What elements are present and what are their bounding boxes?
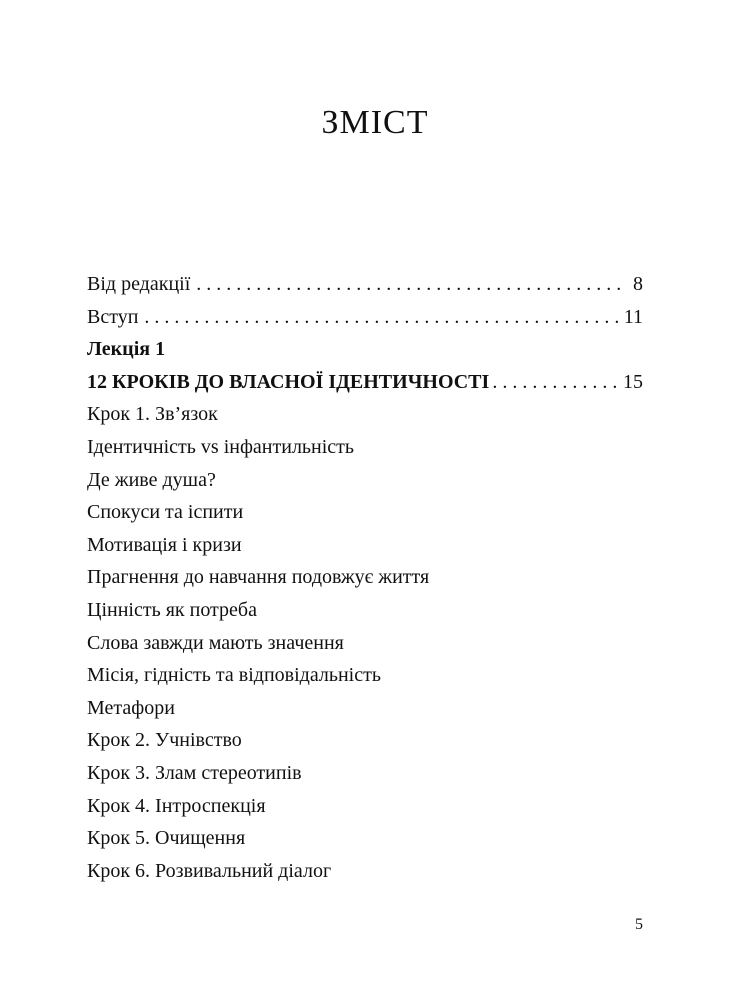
toc-entry-label: Крок 1. Зв’язок: [87, 403, 218, 426]
toc-entry-editorial: [87, 268, 643, 301]
table-of-contents: [87, 268, 643, 887]
toc-entry-label: Крок 2. Учнівство: [87, 729, 242, 752]
toc-entry-label: Від редакції: [87, 273, 191, 295]
toc-entry-page: 11: [623, 305, 643, 328]
toc-entry: [87, 561, 643, 594]
toc-entry: [87, 464, 643, 497]
toc-entry-label: Слова завжди мають значення: [87, 631, 344, 654]
dot-leader: [492, 366, 621, 399]
toc-entry-label: Вступ: [87, 305, 139, 328]
toc-entry: [87, 496, 643, 529]
page-number: 5: [635, 916, 643, 933]
toc-entry-label: Лекція 1: [87, 338, 166, 361]
page-title: ЗМІСТ: [321, 104, 429, 141]
toc-entry: [87, 855, 643, 888]
dot-leader: [196, 268, 627, 301]
toc-entry-label: Крок 4. Інтроспекція: [87, 794, 266, 817]
toc-entry-label: Метафори: [87, 696, 175, 719]
toc-entry-page: 15: [623, 370, 643, 393]
toc-entry-label: Де живе душа?: [87, 468, 216, 491]
dot-leader: [144, 301, 617, 334]
toc-entry-label: Мотивація і кризи: [87, 533, 242, 556]
toc-entry-label: 12 КРОКІВ ДО ВЛАСНОЇ ІДЕНТИЧНОСТІ: [87, 370, 490, 393]
toc-entry-label: Ідентичність vs інфантильність: [87, 435, 355, 458]
toc-entry: [87, 692, 643, 725]
toc-entry-label: Прагнення до навчання подовжує життя: [87, 566, 430, 589]
toc-entry-label: Місія, гідність та відповідальність: [87, 664, 381, 687]
toc-entry-page: 8: [633, 273, 643, 295]
toc-entry: [87, 757, 643, 790]
toc-entry-lecture-1-title: [87, 366, 643, 399]
toc-entry-label: Крок 6. Розвивальний діалог: [87, 859, 332, 882]
toc-entry: [87, 659, 643, 692]
toc-entry-label: Цінність як потреба: [87, 598, 257, 621]
toc-entry: [87, 724, 643, 757]
toc-entry-label: Крок 5. Очищення: [87, 827, 246, 850]
toc-entry: [87, 790, 643, 823]
toc-entry-label: Крок 3. Злам стереотипів: [87, 761, 302, 784]
toc-entry: [87, 529, 643, 562]
toc-entry: [87, 822, 643, 855]
toc-entry-lecture-1: [87, 333, 643, 366]
toc-entry: [87, 627, 643, 660]
toc-entry: [87, 594, 643, 627]
toc-entry-label: Спокуси та іспити: [87, 501, 244, 524]
toc-entry: [87, 431, 643, 464]
toc-entry-introduction: [87, 301, 643, 334]
toc-entry: [87, 398, 643, 431]
